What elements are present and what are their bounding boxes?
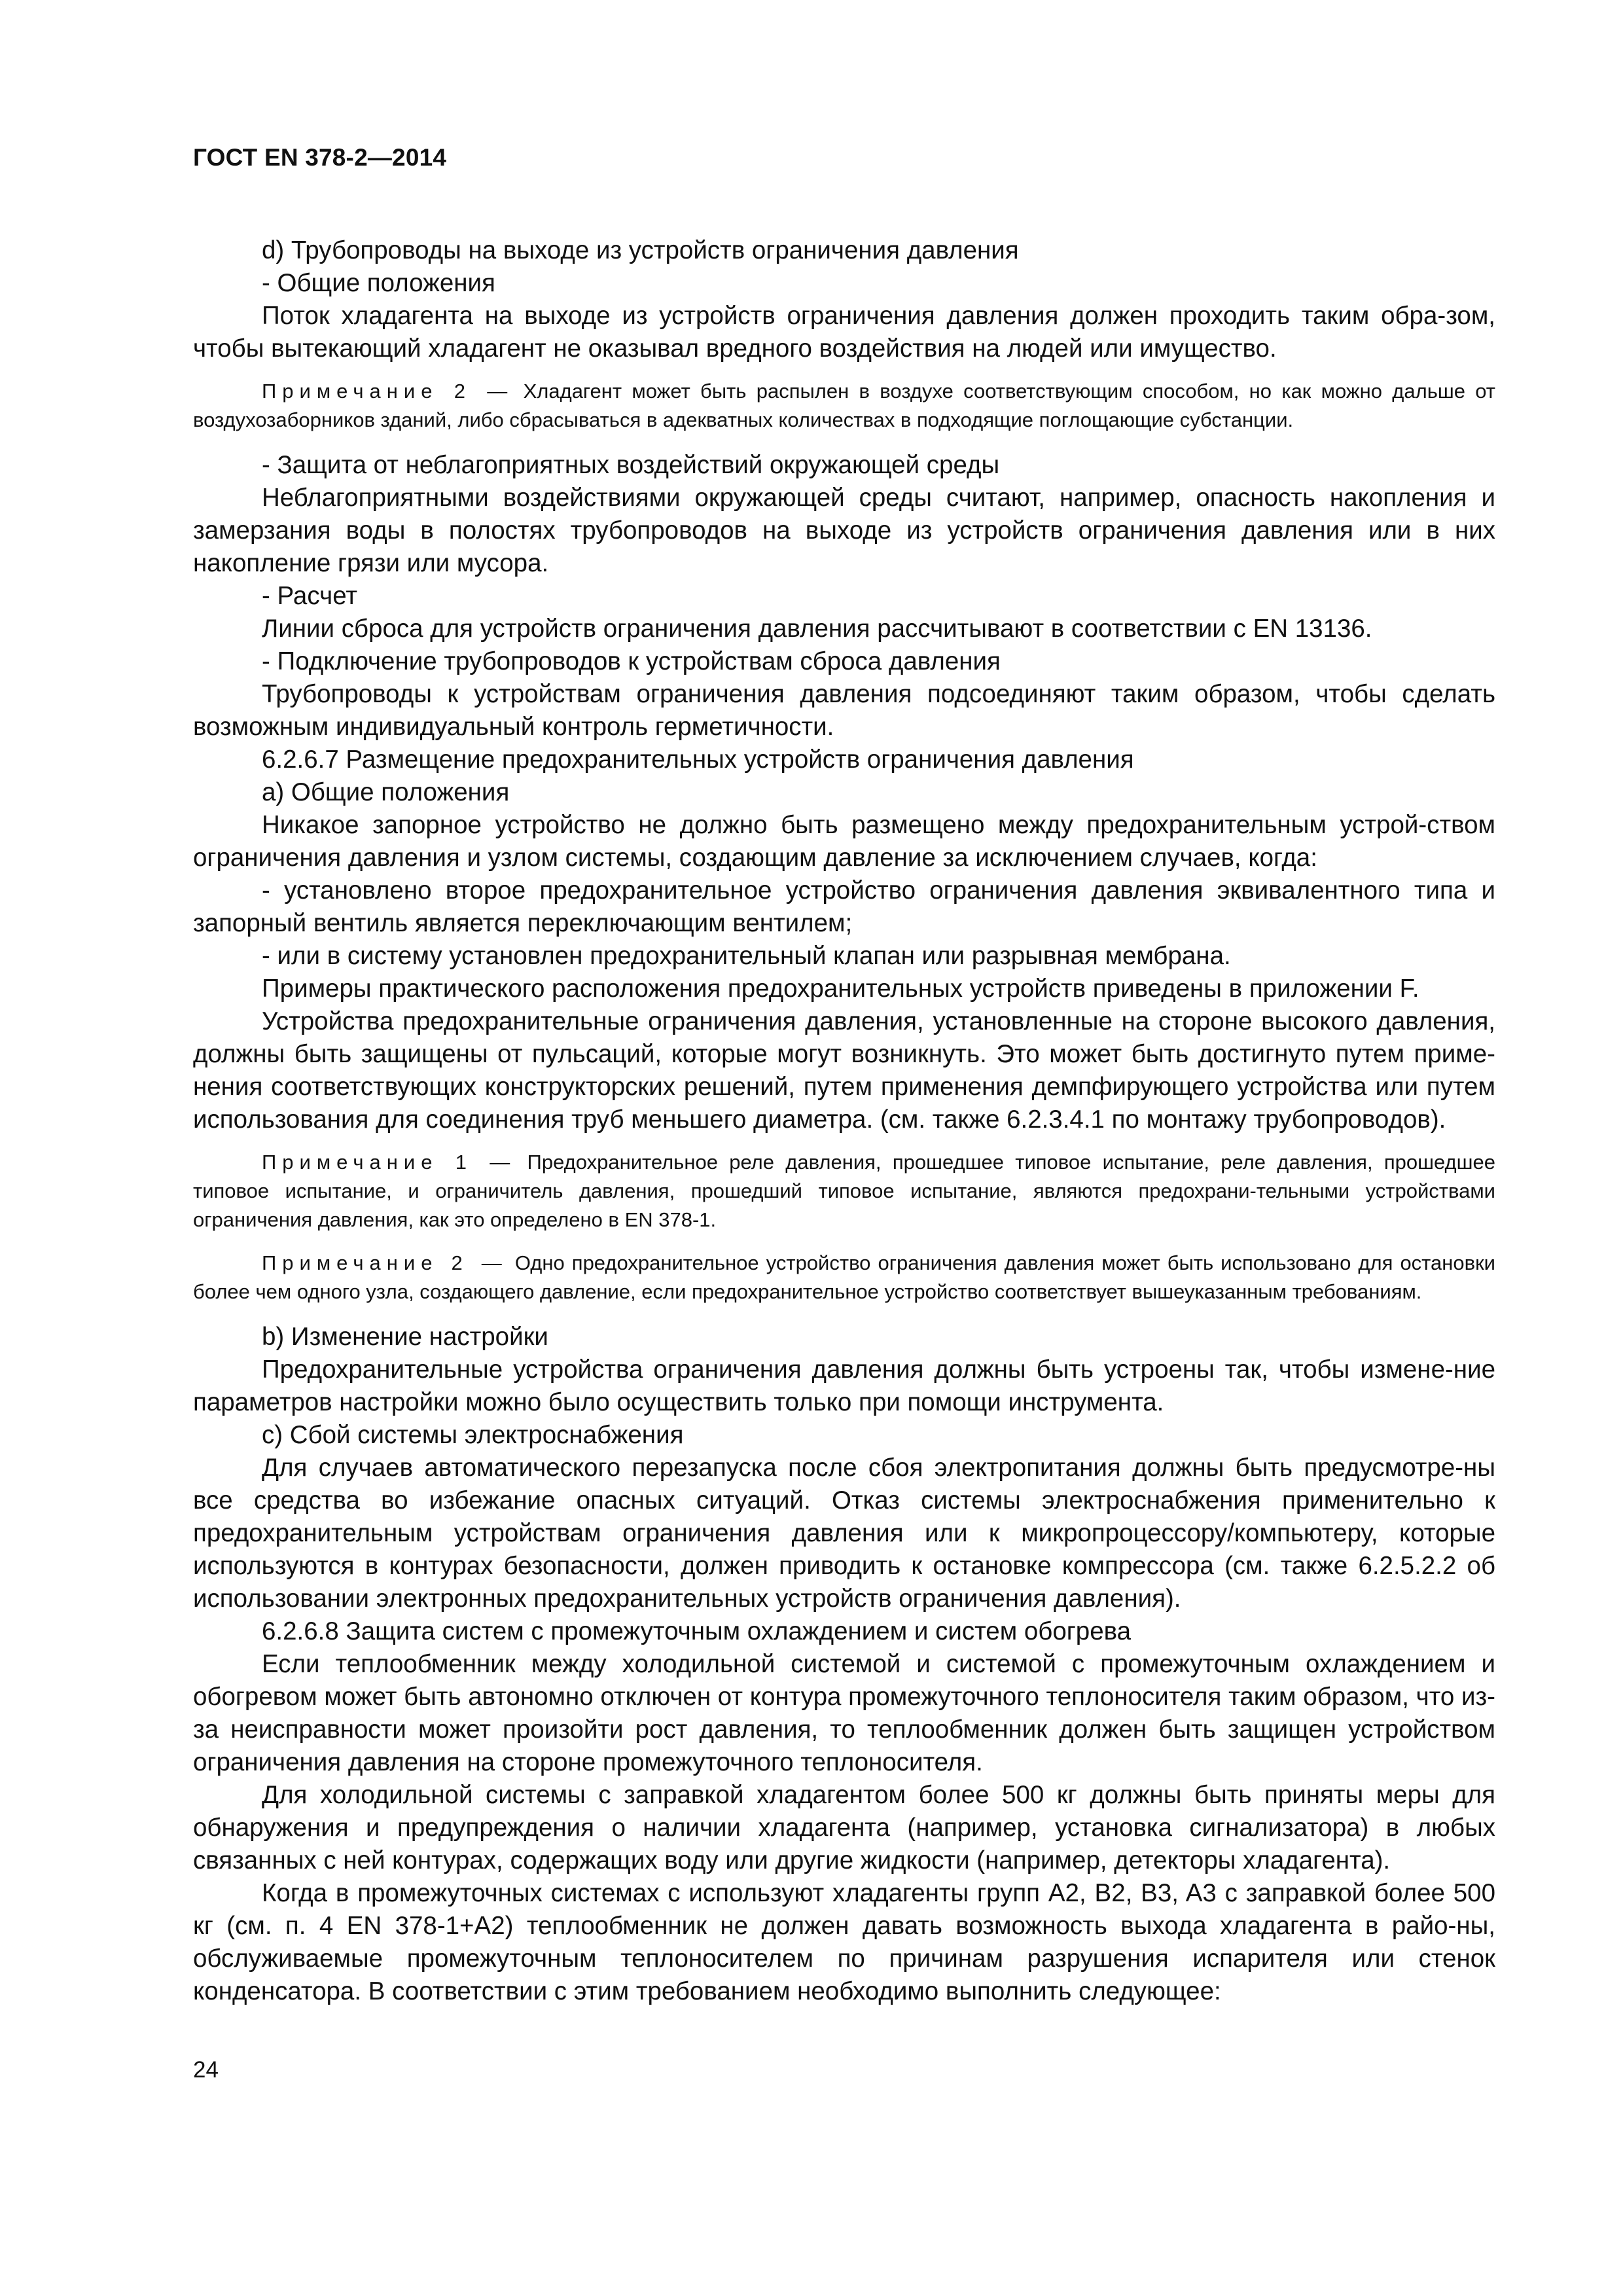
paragraph: 6.2.6.8 Защита систем с промежуточным охлаждением и систем обогрева [262, 1617, 1132, 1645]
paragraph: Поток хладагента на выходе из устройств ограничения давления должен проходить таким обра-зом, чтобы вытекающий хладагент не оказывал вредного воздействия на людей или имущество. [193, 302, 1495, 363]
paragraph: Предохранительные устройства ограничения давления должны быть устроены так, чтобы измене-ние параметров настройки можно было осуществить только при помощи инструмента. [193, 1355, 1495, 1416]
note [193, 1249, 1495, 1306]
note-text: Предохранительное реле давления, прошедшее типовое испытание, реле давления, прошедшее типовое испытание, и ограничитель давления, прошедший типовое испытание, являются предохрани-тельными устройствами ограничения давления, как это определено в EN 378-1. [193, 1151, 1495, 1231]
paragraph: Трубопроводы к устройствам ограничения давления подсоединяют таким образом, чтобы сделать возможным индивидуальный контроль герметичности. [193, 680, 1495, 741]
page-number: 24 [193, 2057, 219, 2083]
document-page [193, 144, 1495, 2008]
paragraph: c) Сбой системы электроснабжения [262, 1421, 684, 1449]
note [193, 1148, 1495, 1234]
note-text: Хладагент может быть распылен в воздухе соответствующим способом, но как можно дальше от воздухозаборников зданий, либо сбрасываться в адекватных количествах в подходящие поглощающие субстанции. [193, 380, 1496, 431]
paragraph: d) Трубопроводы на выходе из устройств ограничения давления [262, 236, 1019, 264]
paragraph: Для холодильной системы с заправкой хладагентом более 500 кг должны быть приняты меры для обнаружения и предупреждения о наличии хладагента (например, установка сигнализатора) в любых связанных с ней контурах, содержащих воду или другие жидкости (например, детекторы хладагента). [193, 1781, 1495, 1874]
paragraph: - Общие положения [262, 269, 495, 297]
paragraph: b) Изменение настройки [262, 1323, 548, 1351]
paragraph: Примеры практического расположения предохранительных устройств приведены в приложении F. [262, 975, 1419, 1003]
paragraph: a) Общие положения [262, 778, 510, 806]
paragraph: Если теплообменник между холодильной системой и системой с промежуточным охлаждением и обогревом может быть автономно отключен от контура промежуточного теплоносителя таким образом, что из-за неисправности может произойти рост давления, то теплообменник должен быть защищен устройством ограничения давления на стороне промежуточного теплоносителя. [193, 1650, 1495, 1776]
paragraph: Устройства предохранительные ограничения давления, установленные на стороне высокого давления, должны быть защищены от пульсаций, которые могут возникнуть. Это может быть достигнуто путем приме-нения соответствующих конструкторских решений, путем применения демпфирующего устройства или путем использования для соединения труб меньшего диаметра. (см. также 6.2.3.4.1 по монтажу трубопроводов). [193, 1007, 1495, 1134]
document-body [193, 234, 1495, 2008]
paragraph: Никакое запорное устройство не должно быть размещено между предохранительным устрой-ством ограничения давления и узлом системы, создающим давление за исключением случаев, когда: [193, 811, 1495, 872]
note-text: Одно предохранительное устройство ограничения давления может быть использовано для остановки более чем одного узла, создающего давление, если предохранительное устройство соответствует вышеуказанным требованиям. [193, 1251, 1495, 1303]
paragraph: Линии сброса для устройств ограничения давления рассчитывают в соответствии с EN 13136. [262, 615, 1372, 643]
paragraph: - или в систему установлен предохранительный клапан или разрывная мембрана. [262, 942, 1231, 970]
paragraph: - Расчет [262, 582, 357, 610]
paragraph: 6.2.6.7 Размещение предохранительных устройств ограничения давления [262, 745, 1134, 774]
note-label: Примечание 2 — [262, 1251, 508, 1274]
paragraph: - Защита от неблагоприятных воздействий окружающей среды [262, 451, 1000, 479]
paragraph: Для случаев автоматического перезапуска после сбоя электропитания должны быть предусмотре-ны все средства во избежание опасных ситуаций. Отказ системы электроснабжения применительно к предохранительным устройствам ограничения давления или к микропроцессору/компьютеру, которые используются в контурах безопасности, должен приводить к остановке компрессора (см. также 6.2.5.2.2 об использовании электронных предохранительных устройств ограничения давления). [193, 1454, 1495, 1613]
document-header: ГОСТ EN 378-2—2014 [193, 144, 447, 171]
note-label: Примечание 2 — [262, 380, 514, 403]
note [193, 377, 1495, 435]
paragraph: Неблагоприятными воздействиями окружающей среды считают, например, опасность накопления и замерзания воды в полостях трубопроводов на выходе из устройств ограничения давления или в них накопление грязи или мусора. [193, 484, 1495, 577]
note-label: Примечание 1 — [262, 1151, 516, 1174]
paragraph: - Подключение трубопроводов к устройствам сброса давления [262, 647, 1001, 675]
paragraph: Когда в промежуточных системах с используют хладагенты групп A2, B2, B3, A3 с заправкой более 500 кг (см. п. 4 EN 378-1+A2) теплообменник не должен давать возможность выхода хладагента в райо-ны, обслуживаемые промежуточным теплоносителем по причинам разрушения испарителя или стенок конденсатора. В соответствии с этим требованием необходимо выполнить следующее: [193, 1879, 1495, 2005]
paragraph: - установлено второе предохранительное устройство ограничения давления эквивалентного типа и запорный вентиль является переключающим вентилем; [193, 876, 1495, 937]
